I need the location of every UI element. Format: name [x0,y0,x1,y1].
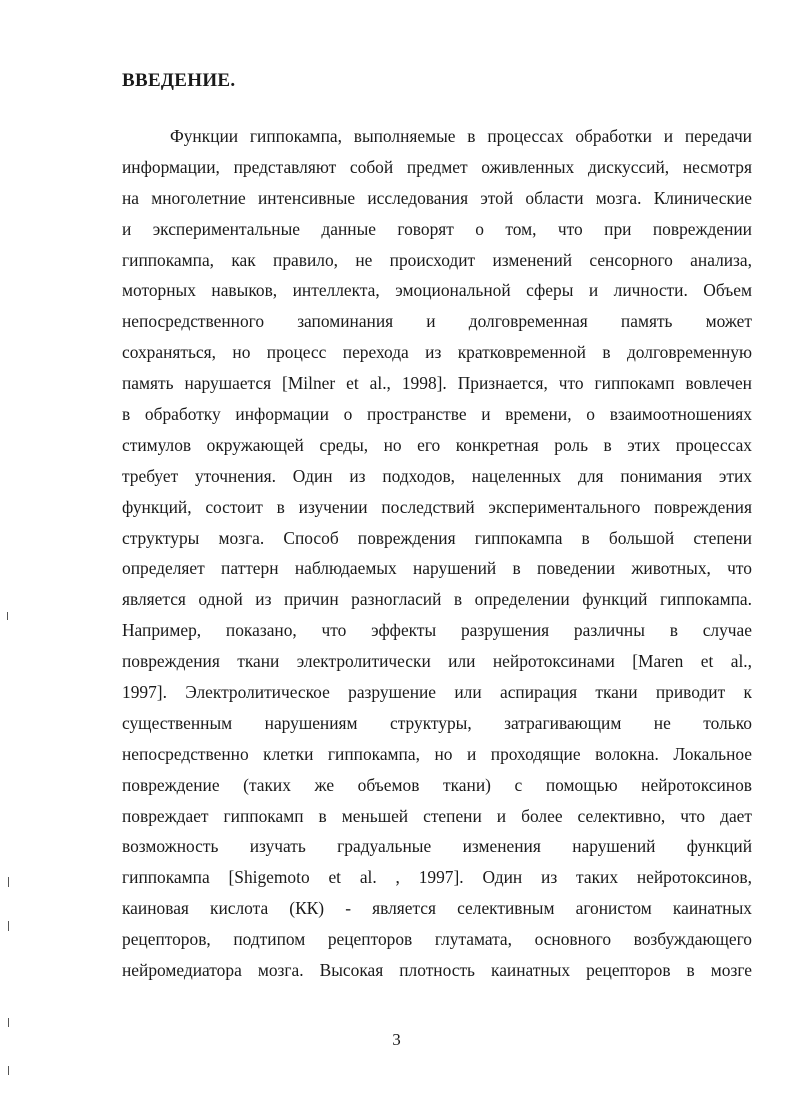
text-line: требует уточнения. Один из подходов, нацеленных для понимания этих [122,465,752,486]
text-line: сохраняться, но процесс перехода из кратковременной в долговременную [122,342,752,363]
text-line: моторных навыков, интеллекта, эмоциональной сферы и личности. Объем [122,280,752,301]
text-line: существенным нарушениям структуры, затрагивающим не только [122,712,752,733]
text-line: повреждает гиппокамп в меньшей степени и более селективно, что дает [122,805,752,826]
text-line: структуры мозга. Способ повреждения гиппокампа в большой степени [122,527,752,548]
text-line: стимулов окружающей среды, но его конкретная роль в этих процессах [122,434,752,455]
text-line: Например, показано, что эффекты разрушения различны в случае [122,620,752,641]
text-line: каиновая кислота (КК) - является селективным агонистом каинатных [122,898,752,919]
text-line: возможность изучать градуальные изменения нарушений функций [122,836,752,857]
text-line: память нарушается [Milner et al., 1998]. Признается, что гиппокамп вовлечен [122,373,752,394]
text-line: функций, состоит в изучении последствий экспериментального повреждения [122,496,752,517]
scan-mark [8,1018,9,1027]
section-heading: ВВЕДЕНИЕ. [122,70,236,91]
text-line: является одной из причин разногласий в определении функций гиппокампа. [122,589,752,610]
scan-mark [7,612,8,620]
text-line: гиппокампа [Shigemoto et al. , 1997]. Один из таких нейротоксинов, [122,867,752,888]
text-line: Функции гиппокампа, выполняемые в процессах обработки и передачи [170,126,752,146]
scan-mark [8,877,9,887]
text-line: повреждение (таких же объемов ткани) с помощью нейротоксинов [122,774,752,795]
body-paragraph [122,121,752,986]
scan-mark [8,921,9,931]
page-number: 3 [392,1030,401,1049]
text-line: непосредственно клетки гиппокампа, но и проходящие волокна. Локальное [122,743,752,764]
text-line: гиппокампа, как правило, не происходит изменений сенсорного анализа, [122,249,752,270]
scan-mark [8,1066,9,1075]
text-line: информации, представляют собой предмет оживленных дискуссий, несмотря [122,156,752,177]
text-line: рецепторов, подтипом рецепторов глутамата, основного возбуждающего [122,929,752,950]
text-line: повреждения ткани электролитически или нейротоксинами [Maren et al., [122,651,752,672]
text-line: нейромедиатора мозга. Высокая плотность каинатных рецепторов в мозге [122,960,752,981]
text-line: непосредственного запоминания и долговременная память может [122,311,752,332]
text-line: 1997]. Электролитическое разрушение или аспирация ткани приводит к [122,682,752,703]
text-line: определяет паттерн наблюдаемых нарушений в поведении животных, что [122,558,752,579]
text-line: на многолетние интенсивные исследования этой области мозга. Клинические [122,187,752,208]
text-line: в обработку информации о пространстве и времени, о взаимоотношениях [122,404,752,425]
text-line: и экспериментальные данные говорят о том, что при повреждении [122,218,752,239]
